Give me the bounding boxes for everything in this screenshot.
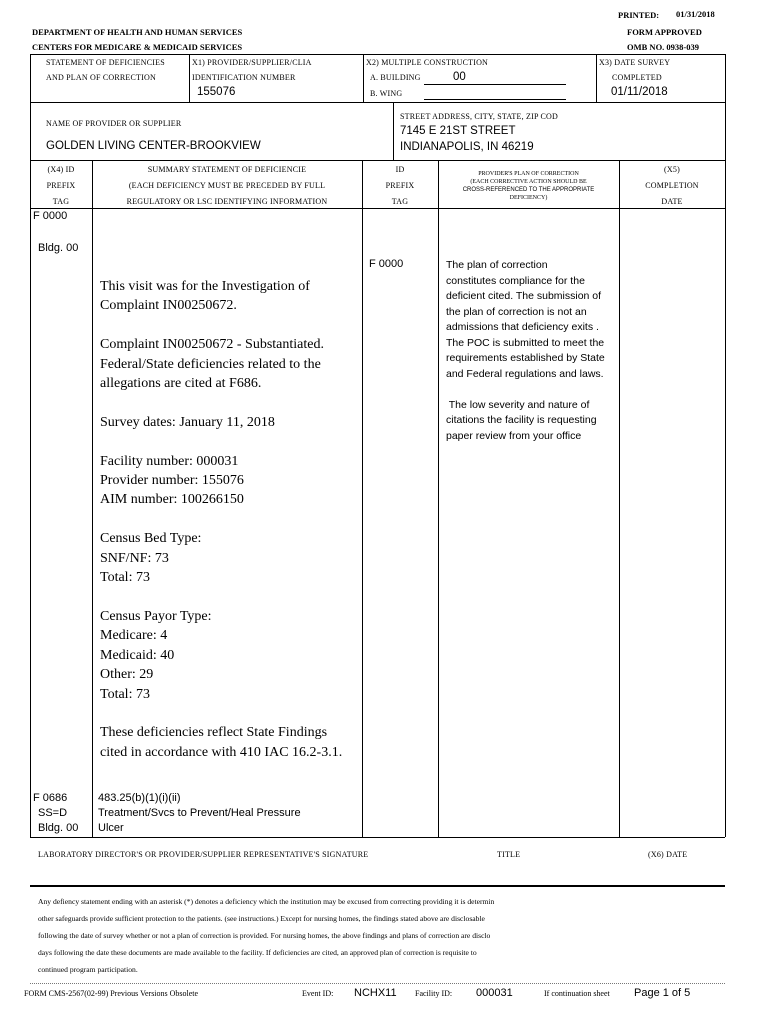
- building-underline: [424, 84, 566, 85]
- row1-divider-a: [189, 54, 190, 102]
- row2-bottom-border: [30, 160, 725, 161]
- continuation-label: If continuation sheet: [544, 989, 610, 998]
- omb-number: OMB NO. 0938-039: [627, 42, 700, 52]
- disclaimer: [38, 893, 728, 978]
- provider-id-value: 155076: [197, 86, 236, 98]
- summary-line: [100, 588, 358, 607]
- top-border: [30, 54, 725, 55]
- poc-label-3: CROSS-REFERENCED TO THE APPROPRIATE: [462, 187, 595, 193]
- poc-line: paper review from your office: [446, 429, 582, 442]
- building-label: A. BUILDING: [370, 73, 421, 82]
- summary-label-2: (EACH DEFICIENCY MUST BE PRECEDED BY FULL: [128, 181, 326, 190]
- event-id-value: NCHX11: [354, 987, 397, 999]
- poc-label-1: PROVIDER'S PLAN OF CORRECTION: [478, 171, 579, 177]
- row1-divider-c: [596, 54, 597, 102]
- centers-title: CENTERS FOR MEDICARE & MEDICAID SERVICES: [32, 42, 243, 52]
- survey-date-value: 01/11/2018: [611, 86, 668, 98]
- provider-name-value: GOLDEN LIVING CENTER-BROOKVIEW: [46, 140, 261, 152]
- x4-label-2: PREFIX: [46, 181, 76, 190]
- row1-bottom-border: [30, 102, 725, 103]
- wing-label: B. WING: [370, 89, 403, 98]
- summary-line: This visit was for the Investigation of: [100, 279, 310, 294]
- x1-label-2: IDENTIFICATION NUMBER: [192, 73, 296, 82]
- poc-line: the plan of correction is not an: [446, 305, 587, 318]
- summary-line: [100, 704, 358, 723]
- summary-line: Total: 73: [100, 570, 150, 586]
- poc-label-2: (EACH CORRECTIVE ACTION SHOULD BE: [470, 179, 587, 185]
- printed-label: PRINTED:: [618, 10, 660, 20]
- signature-divider: [30, 885, 725, 887]
- summary-line: AIM number: 100266150: [100, 492, 244, 508]
- prefix-tag-f0686: F 0686: [33, 792, 68, 804]
- regulation-line-2: Treatment/Svcs to Prevent/Heal Pressure: [98, 807, 301, 819]
- x5-label-3: DATE: [661, 197, 683, 206]
- plan-of-correction: [446, 258, 618, 444]
- id-label-2: PREFIX: [385, 181, 415, 190]
- summary-line: Census Payor Type:: [100, 608, 212, 624]
- poc-line: and Federal regulations and laws.: [446, 367, 604, 380]
- summary-line: cited in accordance with 410 IAC 16.2-3.1.: [100, 744, 343, 760]
- summary-line: SNF/NF: 73: [100, 550, 169, 566]
- x2-label: X2) MULTIPLE CONSTRUCTION: [366, 58, 489, 67]
- col-divider-2: [362, 160, 363, 837]
- poc-line: constitutes compliance for the: [446, 274, 585, 287]
- address-line-2: INDIANAPOLIS, IN 46219: [400, 141, 534, 153]
- x5-label-2: COMPLETION: [645, 181, 699, 190]
- summary-line: Medicaid: 40: [100, 647, 175, 663]
- summary-line: Provider number: 155076: [100, 473, 244, 489]
- summary-line: Census Bed Type:: [100, 531, 202, 547]
- provider-name-label: NAME OF PROVIDER OR SUPPLIER: [46, 119, 182, 128]
- summary-line: [100, 432, 358, 451]
- x1-label-1: X1) PROVIDER/SUPPLIER/CLIA: [192, 58, 312, 67]
- disclaimer-line: days following the date these documents are made available to the facility. If deficiencies are cited, an approved plan of correction is requisite to: [38, 948, 477, 957]
- facility-id-value: 000031: [476, 987, 513, 999]
- poc-line: The POC is submitted to meet the: [446, 336, 605, 349]
- statement-label-1: STATEMENT OF DEFICIENCIES: [46, 58, 165, 67]
- summary-line: These deficiencies reflect State Findings: [100, 725, 328, 741]
- summary-label-1: SUMMARY STATEMENT OF DEFICIENCIE: [147, 165, 307, 174]
- title-label: TITLE: [497, 850, 521, 859]
- col-divider-1: [92, 160, 93, 837]
- facility-id-label: Facility ID:: [415, 989, 453, 998]
- prefix-tag-f0000: F 0000: [33, 210, 68, 222]
- summary-line: Complaint IN00250672.: [100, 298, 237, 314]
- right-border: [725, 54, 726, 837]
- disclaimer-line: following the date of survey whether or not a plan of correction is provided. For nursing homes, the above findings and plans of correction are disclo: [38, 931, 491, 940]
- col-header-bottom-border: [30, 208, 725, 209]
- body-bottom-border: [30, 837, 725, 838]
- regulation-line-3: Ulcer: [98, 822, 124, 834]
- statement-label-2: AND PLAN OF CORRECTION: [46, 73, 156, 82]
- summary-statement: [100, 277, 358, 762]
- poc-line: requirements established by State: [446, 352, 605, 364]
- summary-line: Federal/State deficiencies related to the: [100, 356, 321, 372]
- form-approved: FORM APPROVED: [627, 27, 702, 37]
- summary-line: Facility number: 000031: [100, 453, 239, 469]
- x3-label-1: X3) DATE SURVEY: [599, 58, 671, 67]
- footer-divider: [30, 983, 725, 984]
- poc-line: admissions that deficiency exits .: [446, 321, 599, 333]
- disclaimer-line: Any defiency statement ending with an asterisk (*) denotes a deficiency which the institution may be excused from correcting providing it is determin: [38, 897, 495, 906]
- summary-label-3: REGULATORY OR LSC IDENTIFYING INFORMATION: [126, 197, 328, 206]
- poc-line: [446, 382, 618, 398]
- department-title: DEPARTMENT OF HEALTH AND HUMAN SERVICES: [32, 27, 243, 37]
- address-label: STREET ADDRESS, CITY, STATE, ZIP COD: [400, 112, 558, 121]
- summary-line: [100, 316, 358, 335]
- x3-label-2: COMPLETED: [612, 73, 662, 82]
- summary-line: allegations are cited at F686.: [100, 376, 262, 392]
- poc-line: citations the facility is requesting: [446, 414, 597, 426]
- event-id-label: Event ID:: [302, 989, 334, 998]
- scope-severity: SS=D: [38, 807, 68, 819]
- col-divider-4: [619, 160, 620, 837]
- summary-line: [100, 510, 358, 529]
- x4-label-1: (X4) ID: [47, 165, 75, 174]
- id-label-1: ID: [395, 165, 405, 174]
- row1-divider-b: [363, 54, 364, 102]
- x4-label-3: TAG: [52, 197, 70, 206]
- regulation-line-1: 483.25(b)(1)(i)(ii): [98, 792, 181, 804]
- poc-label-4: DEFICIENCY): [509, 195, 548, 201]
- form-number: FORM CMS-2567(02-99) Previous Versions Obsolete: [24, 989, 199, 998]
- disclaimer-line: other safeguards provide sufficient protection to the patients. (see instructions.) Except for nursing homes, the findings stated above are disclosable: [38, 914, 485, 923]
- disclaimer-line: continued program participation.: [38, 965, 138, 974]
- summary-line: Complaint IN00250672 - Substantiated.: [100, 337, 324, 353]
- summary-line: Other: 29: [100, 667, 154, 683]
- id-label-3: TAG: [391, 197, 409, 206]
- page-number: Page 1 of 5: [634, 987, 691, 999]
- wing-underline: [424, 99, 566, 100]
- printed-date: 01/31/2018: [676, 9, 715, 19]
- row2-divider: [393, 102, 394, 160]
- address-line-1: 7145 E 21ST STREET: [400, 125, 516, 137]
- col-divider-3: [438, 160, 439, 837]
- building-tag-2: Bldg. 00: [38, 822, 79, 834]
- summary-line: Survey dates: January 11, 2018: [100, 414, 275, 430]
- id-prefix-tag-f0000: F 0000: [369, 258, 404, 270]
- poc-line: The plan of correction: [446, 259, 548, 271]
- summary-line: [100, 393, 358, 412]
- signature-label: LABORATORY DIRECTOR'S OR PROVIDER/SUPPLIER REPRESENTATIVE'S SIGNATURE: [38, 850, 369, 859]
- poc-line: deficient cited. The submission of: [446, 290, 602, 302]
- summary-line: Total: 73: [100, 686, 150, 702]
- poc-line: The low severity and nature of: [446, 398, 590, 411]
- building-value: 00: [453, 71, 466, 83]
- date-label: (X6) DATE: [648, 850, 688, 859]
- building-tag-1: Bldg. 00: [38, 242, 79, 254]
- summary-line: Medicare: 4: [100, 628, 168, 644]
- x5-label-1: (X5): [664, 165, 680, 174]
